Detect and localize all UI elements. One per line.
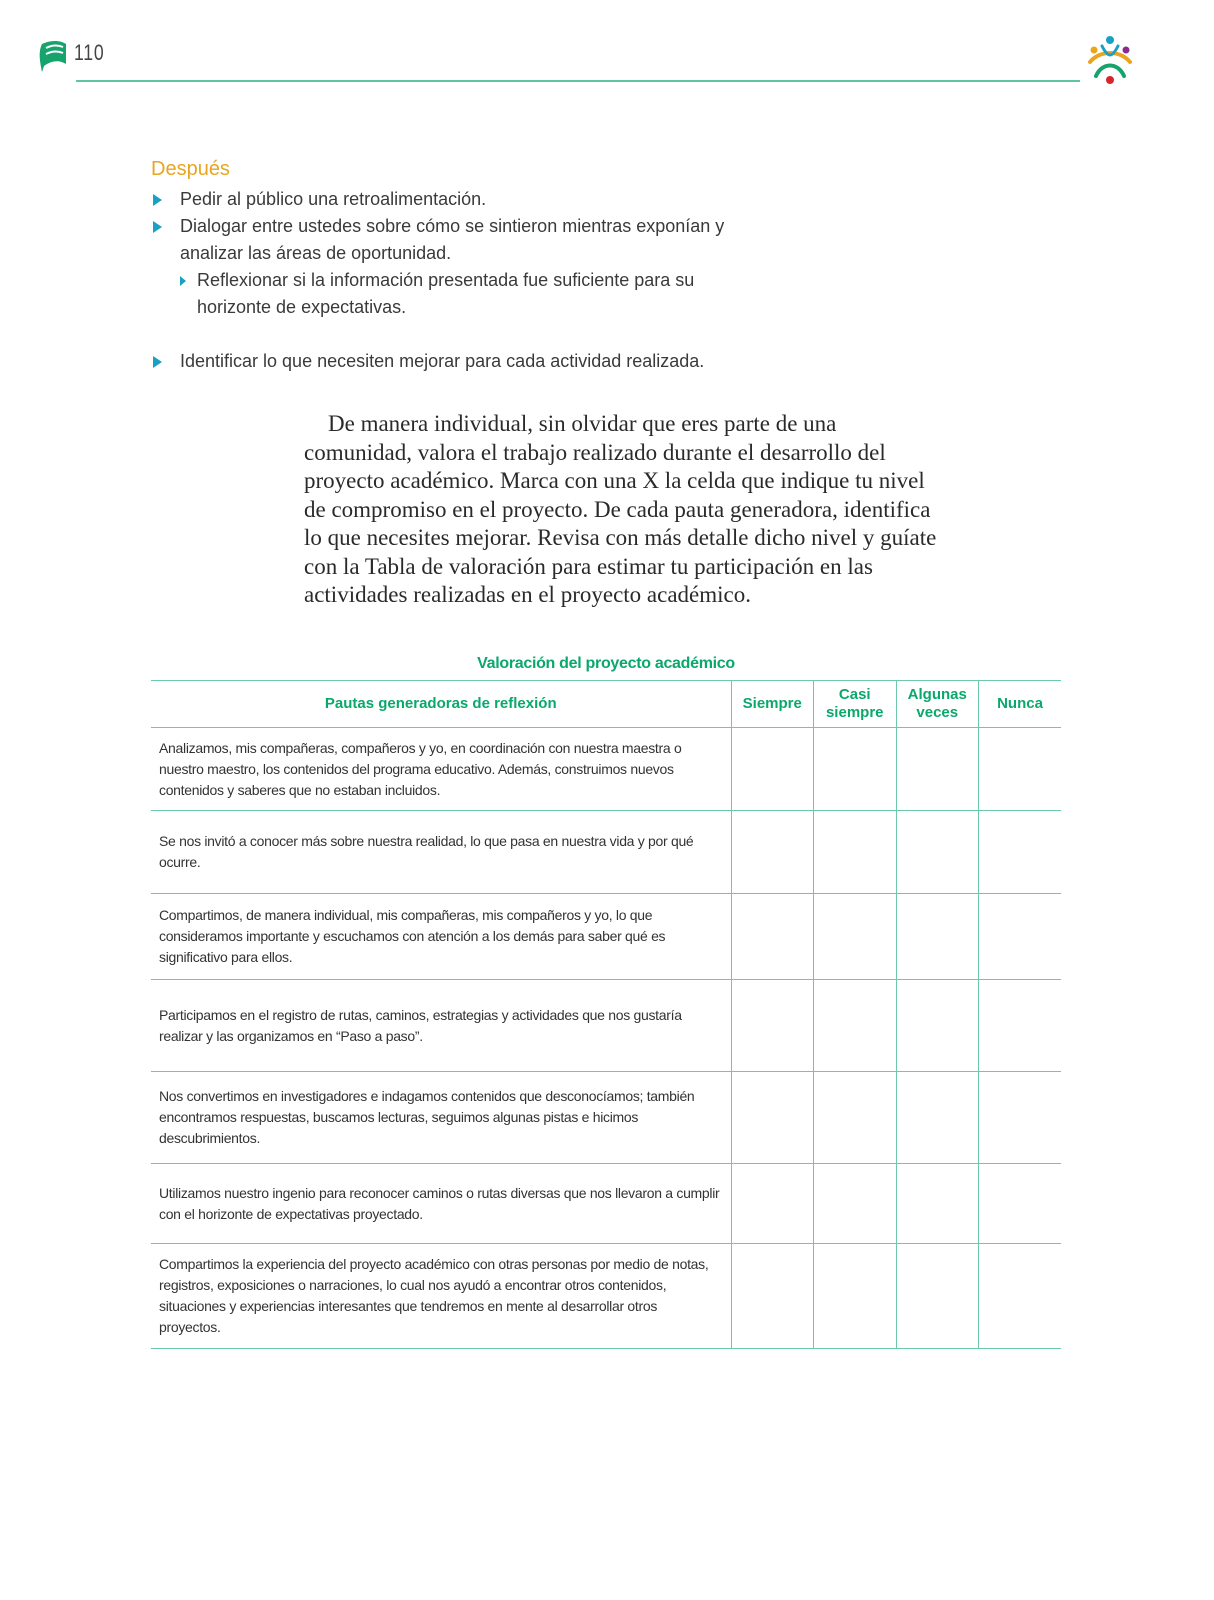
header-nunca: Nunca (979, 681, 1062, 728)
header-rule (76, 80, 1080, 82)
rating-cell-nunca[interactable] (979, 1072, 1062, 1164)
table-row (151, 728, 1061, 811)
rating-cell-nunca[interactable] (979, 1164, 1062, 1244)
rating-cell-siempre[interactable] (731, 728, 814, 811)
rating-cell-algunas-veces[interactable] (896, 811, 979, 894)
rating-cell-algunas-veces[interactable] (896, 1244, 979, 1349)
rating-cell-casi-siempre[interactable] (814, 1164, 897, 1244)
triangle-bullet-icon (153, 194, 162, 206)
rating-cell-siempre[interactable] (731, 980, 814, 1072)
header-criteria: Pautas generadoras de reflexión (151, 681, 731, 728)
rating-cell-algunas-veces[interactable] (896, 1072, 979, 1164)
criteria-cell: Compartimos, de manera individual, mis compañeras, mis compañeros y yo, lo que consideramos importante y escuchamos con atención a los demás para saber qué es significativo para ellos. (151, 894, 731, 980)
bullet-list (151, 186, 791, 375)
rating-cell-nunca[interactable] (979, 894, 1062, 980)
rating-cell-casi-siempre[interactable] (814, 728, 897, 811)
criteria-cell: Nos convertimos en investigadores e indagamos contenidos que desconocíamos; también encontramos respuestas, buscamos lecturas, seguimos algunas pistas e hicimos descubrimientos. (151, 1072, 731, 1164)
rating-cell-nunca[interactable] (979, 1244, 1062, 1349)
rating-cell-siempre[interactable] (731, 894, 814, 980)
table-row (151, 1244, 1061, 1349)
header-casi-siempre: Casi siempre (814, 681, 897, 728)
criteria-cell: Compartimos la experiencia del proyecto académico con otras personas por medio de notas, registros, exposiciones o narraciones, lo cual nos ayudó a encontrar otros contenidos, situaciones y experiencias interesantes que tendremos en mente al desarrollar otros proyectos. (151, 1244, 731, 1349)
page-number: 110 (74, 40, 105, 65)
criteria-cell: Utilizamos nuestro ingenio para reconocer caminos o rutas diversas que nos llevaron a cumplir con el horizonte de expectativas proyectado. (151, 1164, 731, 1244)
table-caption: Valoración del proyecto académico (477, 655, 735, 672)
rating-cell-nunca[interactable] (979, 728, 1062, 811)
book-leaf-icon (36, 38, 68, 74)
rating-cell-algunas-veces[interactable] (896, 980, 979, 1072)
rating-cell-nunca[interactable] (979, 811, 1062, 894)
rating-cell-siempre[interactable] (731, 1164, 814, 1244)
rating-cell-siempre[interactable] (731, 1072, 814, 1164)
table-row (151, 1072, 1061, 1164)
rating-cell-siempre[interactable] (731, 811, 814, 894)
table-row (151, 894, 1061, 980)
rating-cell-casi-siempre[interactable] (814, 980, 897, 1072)
table-row (151, 980, 1061, 1072)
section-title: Después (151, 158, 230, 180)
rating-cell-nunca[interactable] (979, 980, 1062, 1072)
triangle-bullet-icon (180, 276, 186, 286)
rating-cell-casi-siempre[interactable] (814, 1244, 897, 1349)
criteria-cell: Analizamos, mis compañeras, compañeros y yo, en coordinación con nuestra maestra o nuestro maestro, los contenidos del programa educativo. Además, construimos nuevos contenidos y saberes que no estaban incluidos. (151, 728, 731, 811)
community-logo-icon (1082, 32, 1138, 88)
rating-table (151, 680, 1061, 1349)
table-row (151, 1164, 1061, 1244)
rating-cell-casi-siempre[interactable] (814, 894, 897, 980)
rating-cell-casi-siempre[interactable] (814, 811, 897, 894)
table-row (151, 811, 1061, 894)
rating-cell-siempre[interactable] (731, 1244, 814, 1349)
header-siempre: Siempre (731, 681, 814, 728)
rating-cell-algunas-veces[interactable] (896, 728, 979, 811)
list-item: Dialogar entre ustedes sobre cómo se sintieron mientras exponían y analizar las áreas de oportunidad. (151, 213, 791, 267)
rating-cell-algunas-veces[interactable] (896, 1164, 979, 1244)
rating-cell-algunas-veces[interactable] (896, 894, 979, 980)
header-algunas-veces: Algunas veces (896, 681, 979, 728)
criteria-cell: Participamos en el registro de rutas, caminos, estrategias y actividades que nos gustaría realizar y las organizamos en “Paso a paso”. (151, 980, 731, 1072)
triangle-bullet-icon (153, 356, 162, 368)
list-item: Pedir al público una retroalimentación. (151, 186, 791, 213)
list-item: Identificar lo que necesiten mejorar para cada actividad realizada. (151, 348, 791, 375)
rating-cell-casi-siempre[interactable] (814, 1072, 897, 1164)
criteria-cell: Se nos invitó a conocer más sobre nuestra realidad, lo que pasa en nuestra vida y por qué ocurre. (151, 811, 731, 894)
triangle-bullet-icon (153, 221, 162, 233)
instructions-paragraph: De manera individual, sin olvidar que eres parte de una comunidad, valora el trabajo realizado durante el desarrollo del proyecto académico. Marca con una X la celda que indique tu nivel de compromiso en el proyecto. De cada pauta generadora, identifica lo que necesites mejorar. Revisa con más detalle dicho nivel y guíate con la Tabla de valoración para estimar tu participación en las actividades realizadas en el proyecto académico. (304, 411, 937, 607)
list-item: Reflexionar si la información presentada fue suficiente para su horizonte de expectativas. (151, 267, 757, 321)
table-header-row (151, 681, 1061, 728)
